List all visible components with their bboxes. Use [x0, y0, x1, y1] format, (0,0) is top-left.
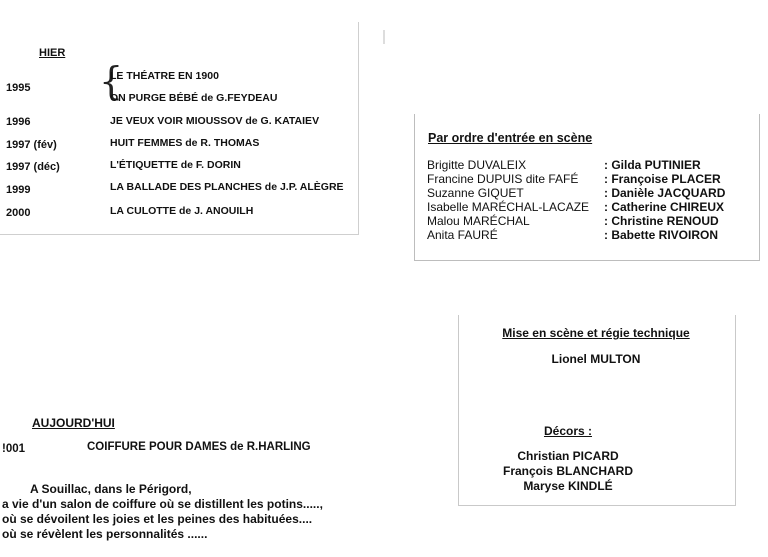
synopsis-line: où se dévoilent les joies et les peines des habituées....	[2, 512, 313, 526]
cast-actor: : Babette RIVOIRON	[604, 228, 719, 242]
decor-name: Christian PICARD	[517, 449, 619, 463]
hier-heading: HIER	[39, 47, 66, 59]
decor-name: Maryse KINDLÉ	[523, 479, 613, 493]
cast-character: Francine DUPUIS dite FAFÉ	[427, 172, 579, 186]
decor-name: François BLANCHARD	[502, 464, 633, 478]
play-title: L'ÉTIQUETTE de F. DORIN	[110, 159, 241, 171]
cast-character: Anita FAURÉ	[427, 228, 498, 242]
cast-actor: : Catherine CHIREUX	[604, 200, 725, 214]
director-name: Lionel MULTON	[551, 352, 641, 366]
cast-actor: : Danièle JACQUARD	[604, 186, 726, 200]
synopsis-line: où se révèlent les personnalités ......	[2, 527, 208, 541]
brace-symbol: {	[99, 59, 124, 103]
aujourdhui-title: COIFFURE POUR DAMES de R.HARLING	[87, 441, 311, 453]
aujourdhui-year: !001	[2, 443, 26, 455]
year-1997-fev: 1997 (fév)	[6, 139, 57, 151]
play-title: LE THÉATRE EN 1900	[110, 70, 219, 82]
aujourdhui-heading: AUJOURD'HUI	[32, 416, 115, 430]
cast-character: Brigitte DUVALEIX	[427, 158, 527, 172]
cast-heading: Par ordre d'entrée en scène	[428, 131, 593, 145]
cast-character: Suzanne GIQUET	[427, 186, 524, 200]
cast-actor: : Gilda PUTINIER	[604, 158, 701, 172]
play-title: JE VEUX VOIR MIOUSSOV de G. KATAIEV	[110, 115, 320, 127]
cast-actor: : Christine RENOUD	[604, 214, 719, 228]
year-1996: 1996	[6, 116, 31, 128]
cast-character: Malou MARÉCHAL	[427, 214, 530, 228]
decor-heading: Décors :	[543, 424, 593, 438]
year-1995: 1995	[6, 82, 31, 94]
synopsis-line: A Souillac, dans le Périgord,	[30, 482, 192, 496]
play-title: LA BALLADE DES PLANCHES de J.P. ALÈGRE	[110, 181, 344, 193]
play-title: LA CULOTTE de J. ANOUILH	[110, 205, 254, 217]
year-1999: 1999	[6, 184, 31, 196]
play-title: ON PURGE BÉBÉ de G.FEYDEAU	[110, 92, 278, 104]
cast-actor: : Françoise PLACER	[604, 172, 721, 186]
synopsis-line: a vie d'un salon de coiffure où se distillent les potins.....,	[2, 497, 323, 511]
play-title: HUIT FEMMES de R. THOMAS	[110, 137, 260, 149]
cast-character: Isabelle MARÉCHAL-LACAZE	[427, 200, 590, 214]
direction-heading: Mise en scène et régie technique	[502, 326, 690, 340]
year-2000: 2000	[6, 207, 31, 219]
year-1997-dec: 1997 (déc)	[6, 161, 60, 173]
scan-mark	[383, 30, 385, 44]
